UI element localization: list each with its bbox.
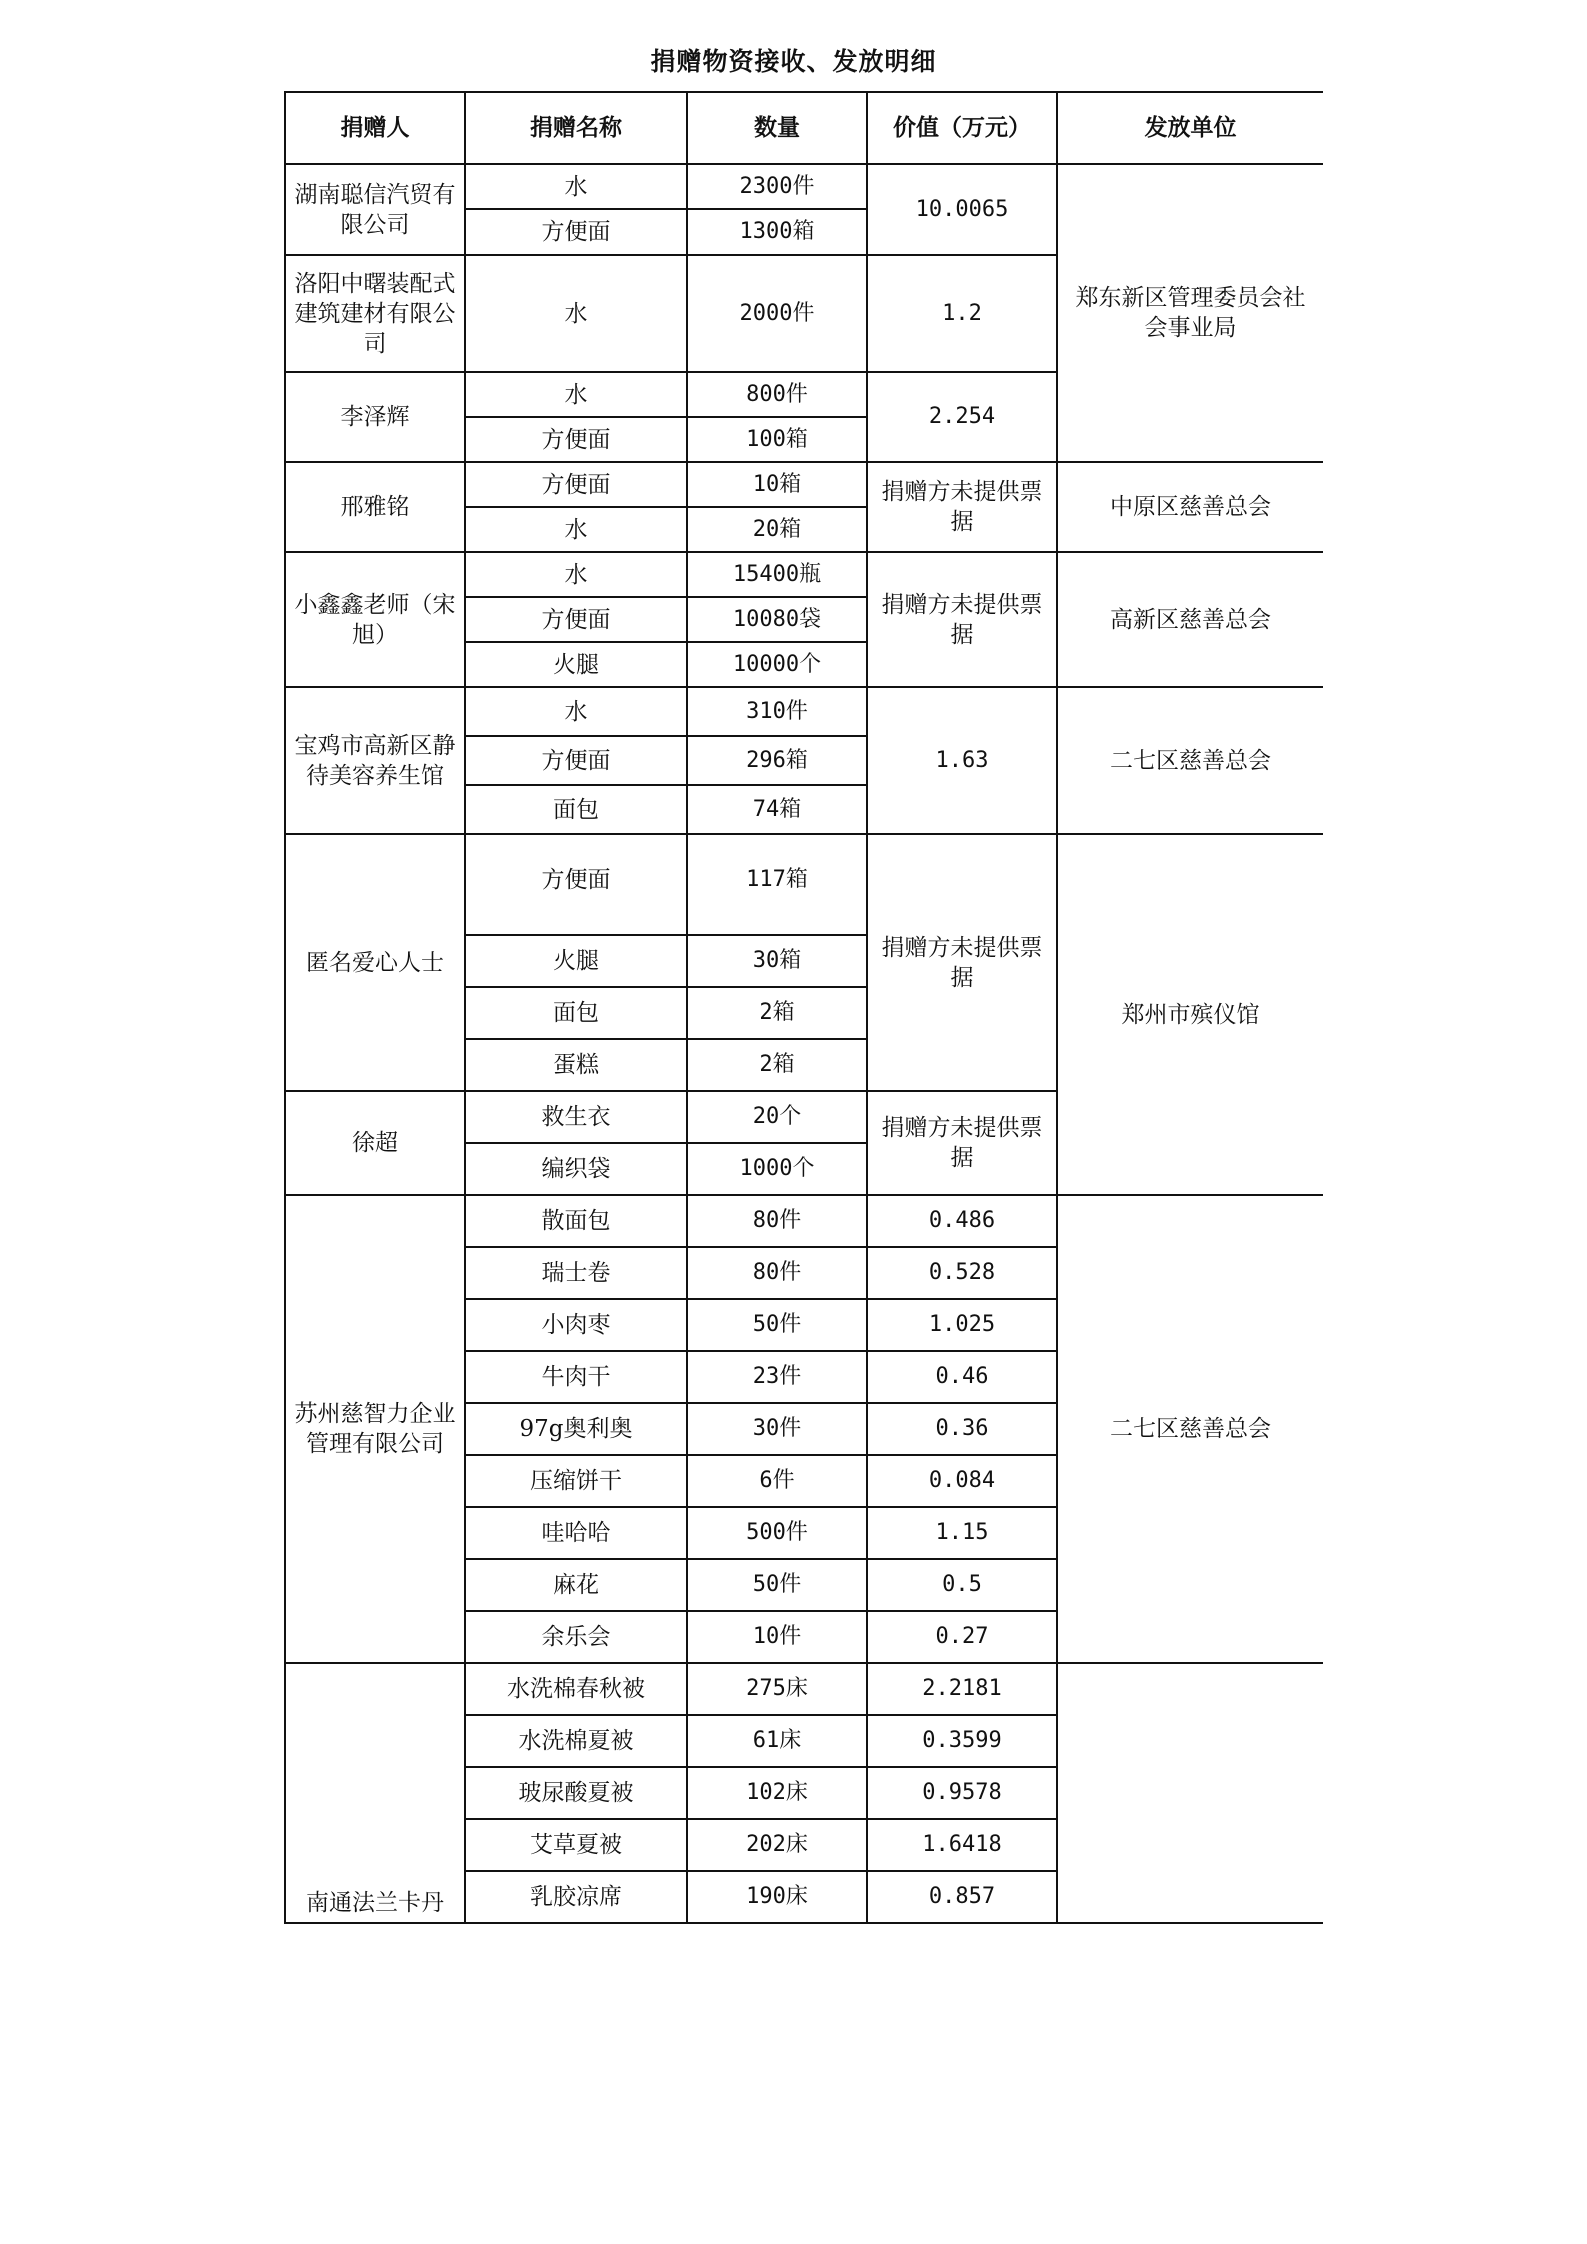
item-name-cell: 蛋糕	[465, 1039, 687, 1091]
value-cell: 0.3599	[867, 1715, 1057, 1767]
value-cell: 0.9578	[867, 1767, 1057, 1819]
table-row	[285, 687, 1323, 736]
unit-cell: 二七区慈善总会	[1057, 687, 1323, 834]
quantity-cell: 117箱	[687, 834, 867, 935]
value-cell: 0.36	[867, 1403, 1057, 1455]
table-row	[285, 164, 1323, 209]
unit-cell: 高新区慈善总会	[1057, 552, 1323, 687]
header-value: 价值（万元）	[867, 92, 1057, 164]
item-name-cell: 方便面	[465, 417, 687, 462]
value-cell: 0.27	[867, 1611, 1057, 1663]
item-name-cell: 水洗棉夏被	[465, 1715, 687, 1767]
quantity-cell: 1300箱	[687, 209, 867, 255]
value-cell: 0.857	[867, 1871, 1057, 1923]
quantity-cell: 500件	[687, 1507, 867, 1559]
quantity-cell: 80件	[687, 1247, 867, 1299]
quantity-cell: 310件	[687, 687, 867, 736]
quantity-cell: 10箱	[687, 462, 867, 507]
item-name-cell: 乳胶凉席	[465, 1871, 687, 1923]
item-name-cell: 面包	[465, 987, 687, 1039]
quantity-cell: 2300件	[687, 164, 867, 209]
donor-cell: 苏州慈智力企业管理有限公司	[285, 1195, 465, 1663]
quantity-cell: 30件	[687, 1403, 867, 1455]
donor-cell: 湖南聪信汽贸有限公司	[285, 164, 465, 255]
quantity-cell: 61床	[687, 1715, 867, 1767]
table-row	[285, 552, 1323, 597]
page-title: 捐赠物资接收、发放明细	[650, 47, 937, 76]
value-cell: 0.46	[867, 1351, 1057, 1403]
quantity-cell: 20个	[687, 1091, 867, 1143]
value-cell: 捐赠方未提供票据	[867, 552, 1057, 687]
quantity-cell: 23件	[687, 1351, 867, 1403]
value-cell: 2.2181	[867, 1663, 1057, 1715]
value-cell: 捐赠方未提供票据	[867, 462, 1057, 552]
quantity-cell: 30箱	[687, 935, 867, 987]
header-unit: 发放单位	[1057, 92, 1323, 164]
donor-cell: 宝鸡市高新区静待美容养生馆	[285, 687, 465, 834]
item-name-cell: 水	[465, 552, 687, 597]
value-cell: 2.254	[867, 372, 1057, 462]
quantity-cell: 102床	[687, 1767, 867, 1819]
quantity-cell: 1000个	[687, 1143, 867, 1195]
item-name-cell: 水	[465, 164, 687, 209]
value-cell: 1.2	[867, 255, 1057, 372]
item-name-cell: 瑞士卷	[465, 1247, 687, 1299]
value-cell: 1.6418	[867, 1819, 1057, 1871]
item-name-cell: 余乐会	[465, 1611, 687, 1663]
value-cell: 0.5	[867, 1559, 1057, 1611]
item-name-cell: 编织袋	[465, 1143, 687, 1195]
header-quantity: 数量	[687, 92, 867, 164]
item-name-cell: 艾草夏被	[465, 1819, 687, 1871]
item-name-cell: 压缩饼干	[465, 1455, 687, 1507]
value-cell: 捐赠方未提供票据	[867, 834, 1057, 1091]
quantity-cell: 100箱	[687, 417, 867, 462]
quantity-cell: 2箱	[687, 987, 867, 1039]
value-cell: 1.63	[867, 687, 1057, 834]
item-name-cell: 水	[465, 255, 687, 372]
quantity-cell: 50件	[687, 1299, 867, 1351]
item-name-cell: 方便面	[465, 209, 687, 255]
donor-cell: 李泽辉	[285, 372, 465, 462]
donor-cell: 小鑫鑫老师（宋旭）	[285, 552, 465, 687]
table-row	[285, 834, 1323, 935]
quantity-cell: 10000个	[687, 642, 867, 687]
value-cell: 0.486	[867, 1195, 1057, 1247]
unit-cell: 二七区慈善总会	[1057, 1195, 1323, 1663]
quantity-cell: 6件	[687, 1455, 867, 1507]
value-cell: 0.528	[867, 1247, 1057, 1299]
quantity-cell: 202床	[687, 1819, 867, 1871]
item-name-cell: 火腿	[465, 642, 687, 687]
table-row	[285, 1663, 1323, 1715]
header-row	[285, 92, 1323, 164]
value-cell: 1.15	[867, 1507, 1057, 1559]
item-name-cell: 水洗棉春秋被	[465, 1663, 687, 1715]
item-name-cell: 玻尿酸夏被	[465, 1767, 687, 1819]
item-name-cell: 救生衣	[465, 1091, 687, 1143]
item-name-cell: 麻花	[465, 1559, 687, 1611]
donor-cell: 洛阳中曙装配式建筑建材有限公司	[285, 255, 465, 372]
unit-cell: 郑东新区管理委员会社会事业局	[1057, 164, 1323, 462]
table-row	[285, 1195, 1323, 1247]
quantity-cell: 800件	[687, 372, 867, 417]
donor-cell: 徐超	[285, 1091, 465, 1195]
quantity-cell: 50件	[687, 1559, 867, 1611]
quantity-cell: 2000件	[687, 255, 867, 372]
item-name-cell: 小肉枣	[465, 1299, 687, 1351]
item-name-cell: 水	[465, 372, 687, 417]
quantity-cell: 10080袋	[687, 597, 867, 642]
donor-cell: 匿名爱心人士	[285, 834, 465, 1091]
donation-table	[284, 91, 1323, 1924]
quantity-cell: 296箱	[687, 736, 867, 785]
value-cell: 捐赠方未提供票据	[867, 1091, 1057, 1195]
item-name-cell: 哇哈哈	[465, 1507, 687, 1559]
item-name-cell: 面包	[465, 785, 687, 834]
item-name-cell: 火腿	[465, 935, 687, 987]
item-name-cell: 方便面	[465, 462, 687, 507]
item-name-cell: 水	[465, 687, 687, 736]
quantity-cell: 20箱	[687, 507, 867, 552]
item-name-cell: 水	[465, 507, 687, 552]
item-name-cell: 方便面	[465, 834, 687, 935]
donation-table-container	[284, 91, 1323, 1926]
quantity-cell: 15400瓶	[687, 552, 867, 597]
item-name-cell: 97g奥利奥	[465, 1403, 687, 1455]
unit-cell-empty	[1057, 1663, 1323, 1923]
donor-cell: 南通法兰卡丹	[285, 1663, 465, 1923]
value-cell: 10.0065	[867, 164, 1057, 255]
quantity-cell: 275床	[687, 1663, 867, 1715]
value-cell: 1.025	[867, 1299, 1057, 1351]
quantity-cell: 74箱	[687, 785, 867, 834]
header-item-name: 捐赠名称	[465, 92, 687, 164]
header-donor: 捐赠人	[285, 92, 465, 164]
quantity-cell: 10件	[687, 1611, 867, 1663]
donor-cell: 邢雅铭	[285, 462, 465, 552]
quantity-cell: 190床	[687, 1871, 867, 1923]
quantity-cell: 2箱	[687, 1039, 867, 1091]
table-row	[285, 462, 1323, 507]
item-name-cell: 牛肉干	[465, 1351, 687, 1403]
unit-cell: 郑州市殡仪馆	[1057, 834, 1323, 1195]
value-cell: 0.084	[867, 1455, 1057, 1507]
item-name-cell: 散面包	[465, 1195, 687, 1247]
item-name-cell: 方便面	[465, 736, 687, 785]
quantity-cell: 80件	[687, 1195, 867, 1247]
unit-cell: 中原区慈善总会	[1057, 462, 1323, 552]
item-name-cell: 方便面	[465, 597, 687, 642]
